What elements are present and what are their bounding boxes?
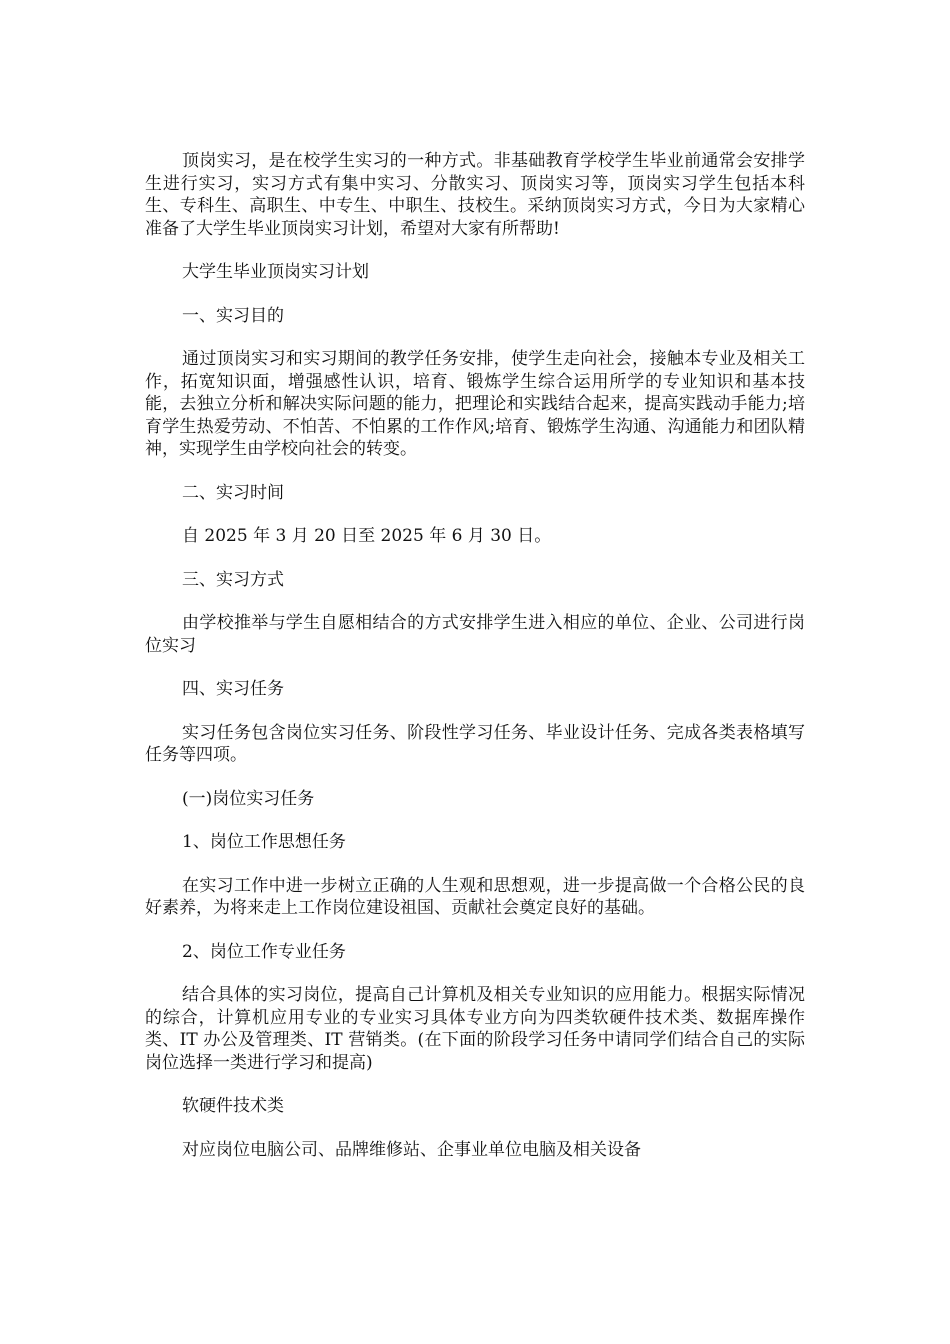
section-heading-method: 三、实习方式 xyxy=(182,569,284,590)
category-paragraph: 对应岗位电脑公司、品牌维修站、企事业单位电脑及相关设备 xyxy=(182,1139,641,1160)
item-heading-professional: 2、岗位工作专业任务 xyxy=(182,941,346,962)
purpose-paragraph: 通过顶岗实习和实习期间的教学任务安排，使学生走向社会，接触本专业及相关工作，拓宽知识面，增强感性认识，培育、锻炼学生综合运用所学的专业知识和基本技能，去独立分析和解决实际问题的能力，把理论和实践结合起来，提高实践动手能力;培育学生热爱劳动、不怕苦、不怕累的工作作风;培育、锻炼学生沟通、沟通能力和团队精神，实现学生由学校向社会的转变。 xyxy=(145,349,805,459)
time-paragraph: 自 2025 年 3 月 20 日至 2025 年 6 月 30 日。 xyxy=(182,526,552,546)
section-heading-tasks: 四、实习任务 xyxy=(182,679,284,699)
ideology-paragraph: 在实习工作中进一步树立正确的人生观和思想观，进一步提高做一个合格公民的良好素养，为将来走上工作岗位建设祖国、贡献社会奠定良好的基础。 xyxy=(145,875,805,918)
item-heading-ideology: 1、岗位工作思想任务 xyxy=(182,832,346,852)
document-title: 大学生毕业顶岗实习计划 xyxy=(182,262,369,282)
intro-paragraph: 顶岗实习，是在校学生实习的一种方式。非基础教育学校学生毕业前通常会安排学生进行实习，实习方式有集中实习、分散实习、顶岗实习等，顶岗实习学生包括本科生、专科生、高职生、中专生、中职生、技校生。采纳顶岗实习方式，今日为大家精心准备了大学生毕业顶岗实习计划，希望对大家有所帮助! xyxy=(145,151,805,239)
professional-paragraph: 结合具体的实习岗位，提高自己计算机及相关专业知识的应用能力。根据实际情况的综合，计算机应用专业的专业实习具体专业方向为四类软硬件技术类、数据库操作类、IT 办公及管理类、IT 营销类。(在下面的阶段学习任务中请同学们结合自己的实际岗位选择一类进行学习和提高) xyxy=(145,985,805,1073)
method-paragraph: 由学校推举与学生自愿相结合的方式安排学生进入相应的单位、企业、公司进行岗位实习 xyxy=(145,613,805,656)
section-heading-purpose: 一、实习目的 xyxy=(182,305,284,326)
subsection-heading-post-tasks: (一)岗位实习任务 xyxy=(182,788,315,809)
section-heading-time: 二、实习时间 xyxy=(182,482,284,503)
category-heading-software-hardware: 软硬件技术类 xyxy=(182,1096,284,1116)
tasks-paragraph: 实习任务包含岗位实习任务、阶段性学习任务、毕业设计任务、完成各类表格填写任务等四项。 xyxy=(145,722,805,765)
document-page xyxy=(145,150,805,1182)
